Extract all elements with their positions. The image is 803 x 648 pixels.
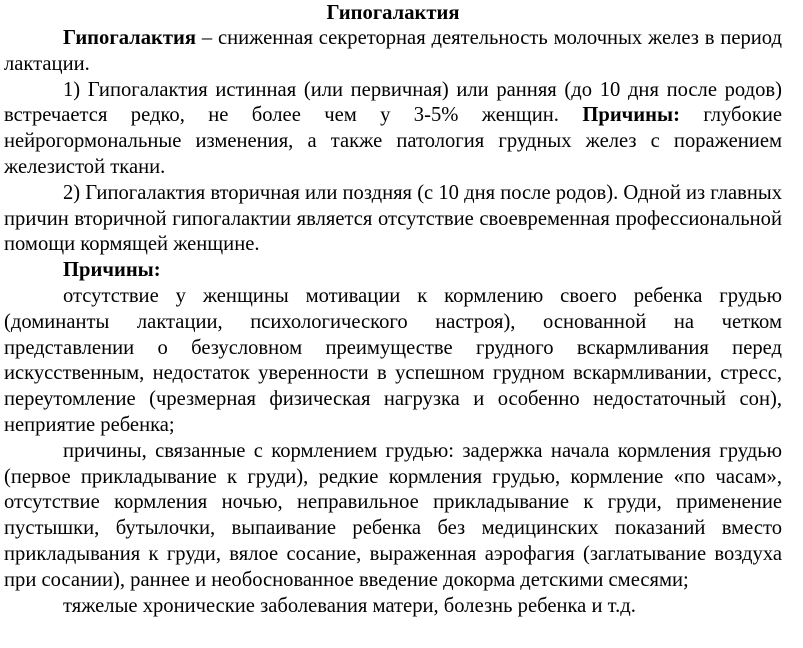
cause-item-diseases: тяжелые хронические заболевания матери, болезнь ребенка и т.д. [63, 594, 636, 617]
document-title: Гипогалактия [326, 2, 460, 24]
definition-paragraph [4, 26, 782, 78]
cause-item-motivation: отсутствие у женщины мотивации к кормлению своего ребенка грудью (доминанты лактации, психологического настроя), основанной на четком представлении о безусловном преимуществе грудного вскармливания перед искусственным, недостаток уверенности в успешном грудном вскармливании, стресс, переутомление (чрезмерная физическая нагрузка и особенно недостаточный сон), неприятие ребенка; [4, 284, 782, 436]
causes-heading: Причины: [63, 259, 161, 282]
primary-hypogalactia-paragraph [4, 78, 782, 181]
primary-causes-label: Причины: [582, 104, 680, 127]
document-page [4, 0, 782, 619]
definition-term: Гипогалактия [63, 27, 197, 49]
secondary-hypogalactia-paragraph: 2) Гипогалактия вторичная или поздняя (с 10 дня после родов). Одной из главных причин вторичной гипогалактии является отсутствие своевременная профессиональной помощи кормящей женщине. [4, 181, 782, 256]
primary-text: 1) Гипогалактия истинная (или первичная) или ранняя (до 10 дня после родов) встречается редко, не более чем у 3-5% женщин. [4, 78, 782, 127]
definition-text: – сниженная секреторная деятельность молочных желез в период лактации. [4, 27, 782, 75]
cause-item-feeding: причины, связанные с кормлением грудью: задержка начала кормления грудью (первое прикладывание к груди), редкие кормления грудью, кормление «по часам», отсутствие кормления ночью, неправильное прикладывание к груди, применение пустышки, бутылочки, выпаивание ребенка без медицинских показаний вместо прикладывания к груди, вялое сосание, выраженная аэрофагия (заглатывание воздуха при сосании), раннее и необоснованное введение докорма детскими смесями; [4, 439, 782, 591]
primary-causes-text: глубокие нейрогормональные изменения, а также патология грудных желез с поражением железистой ткани. [4, 104, 782, 178]
